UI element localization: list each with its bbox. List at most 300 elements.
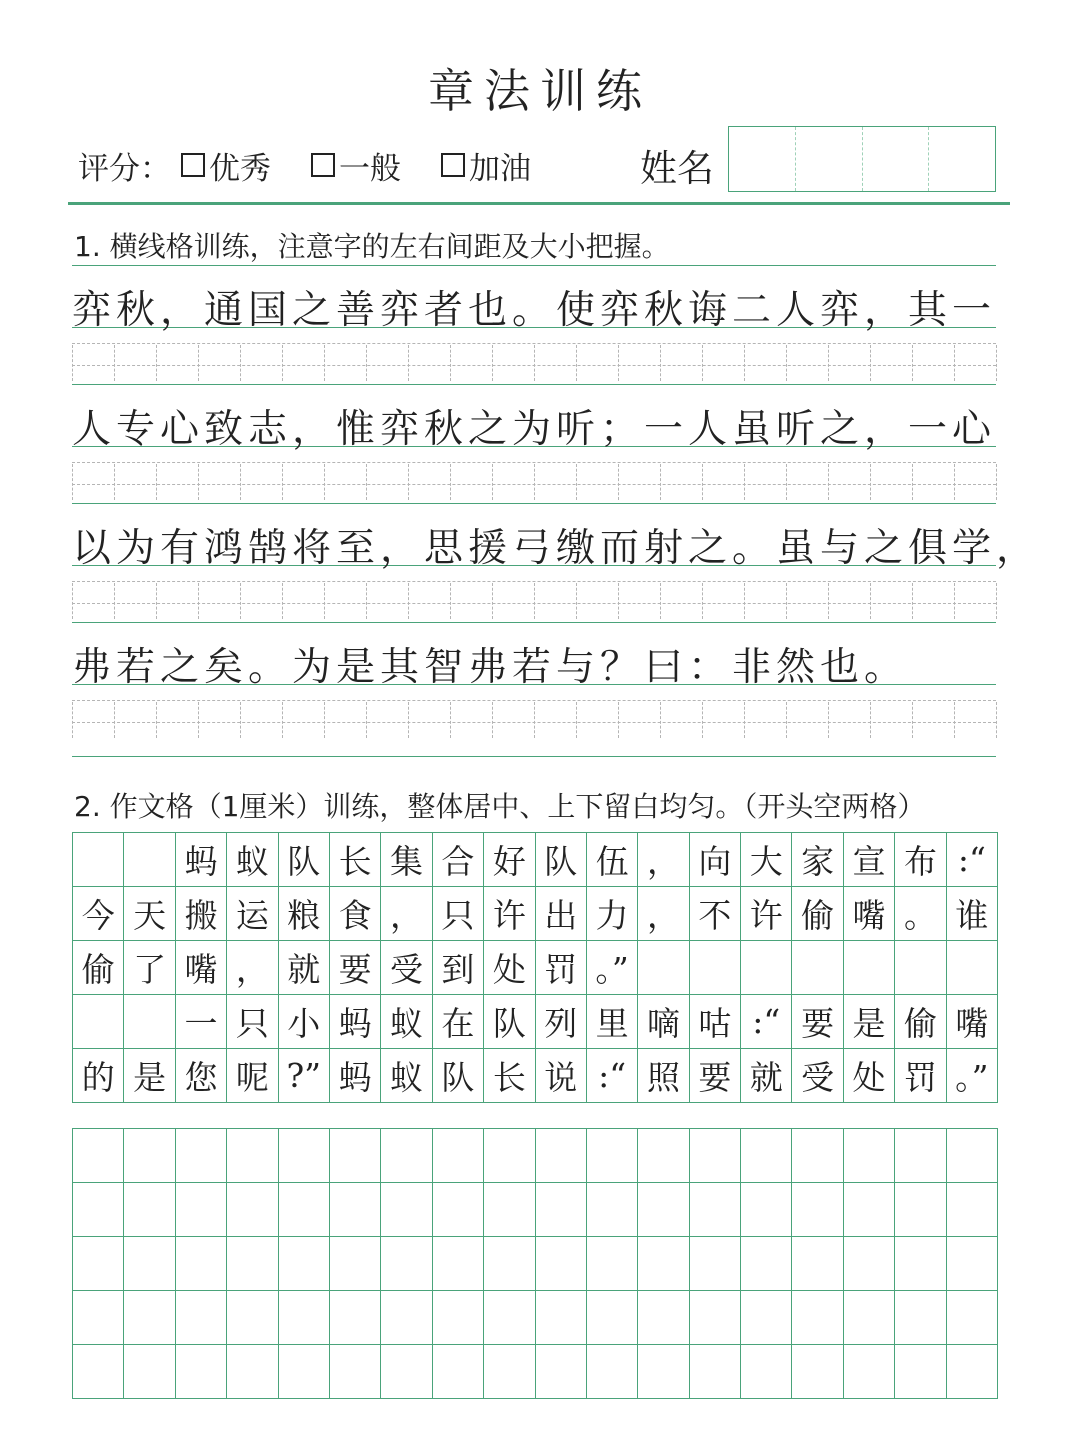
grid-cell: ， [638, 833, 689, 887]
rating-option-try-harder[interactable] [441, 143, 531, 188]
blank-grid-cell[interactable] [484, 1237, 535, 1291]
grid-row[interactable] [73, 1291, 998, 1345]
blank-grid-cell[interactable] [484, 1129, 535, 1183]
blank-grid-cell[interactable] [947, 1129, 998, 1183]
blank-grid-cell[interactable] [176, 1237, 227, 1291]
grid-cell: :“ [741, 995, 792, 1049]
grid-cell: 偷 [792, 887, 843, 941]
blank-grid-cell[interactable] [741, 1291, 792, 1345]
grid-cell: 嘀 [638, 995, 689, 1049]
dashed-guide-line [72, 700, 996, 701]
section1-title: 1. 横线格训练，注意字的左右间距及大小把握。 [74, 230, 670, 263]
grid-cell: 要 [330, 941, 381, 995]
grid-row [73, 995, 998, 1049]
blank-grid-cell[interactable] [330, 1345, 381, 1399]
dashed-divider [786, 702, 787, 738]
rating-label: 评分： [78, 150, 171, 187]
blank-grid-cell[interactable] [124, 1291, 175, 1345]
dashed-divider [702, 345, 703, 381]
blank-grid-cell[interactable] [690, 1129, 741, 1183]
dashed-divider [996, 345, 997, 381]
blank-grid-cell[interactable] [381, 1345, 432, 1399]
blank-grid-cell[interactable] [73, 1237, 124, 1291]
grid-row [73, 941, 998, 995]
dashed-divider [534, 345, 535, 381]
blank-grid-cell[interactable] [279, 1183, 330, 1237]
blank-grid-cell[interactable] [638, 1291, 689, 1345]
dashed-divider [576, 702, 577, 738]
blank-grid-cell[interactable] [690, 1183, 741, 1237]
rating-option-excellent[interactable] [181, 143, 271, 188]
dashed-divider [786, 464, 787, 500]
dashed-divider [828, 702, 829, 738]
blank-grid-cell[interactable] [536, 1183, 587, 1237]
dashed-divider [450, 702, 451, 738]
dashed-divider [114, 583, 115, 619]
practice-writing-row[interactable] [72, 464, 996, 500]
blank-grid-cell[interactable] [176, 1183, 227, 1237]
grid-cell: 队 [484, 995, 535, 1049]
dashed-divider [954, 464, 955, 500]
blank-grid-cell[interactable] [73, 1183, 124, 1237]
blank-grid-cell[interactable] [227, 1291, 278, 1345]
blank-grid-cell[interactable] [381, 1129, 432, 1183]
dashed-divider [912, 464, 913, 500]
grid-cell: ， [381, 887, 432, 941]
grid-cell: 要 [792, 995, 843, 1049]
dashed-divider [366, 464, 367, 500]
grid-cell [895, 941, 946, 995]
grid-cell: 偷 [73, 941, 124, 995]
grid-cell: 了 [124, 941, 175, 995]
blank-grid-cell[interactable] [433, 1129, 484, 1183]
blank-grid-cell[interactable] [587, 1291, 638, 1345]
grid-cell: 到 [433, 941, 484, 995]
dashed-divider [198, 583, 199, 619]
blank-grid-cell[interactable] [124, 1183, 175, 1237]
blank-grid-cell[interactable] [844, 1129, 895, 1183]
dashed-divider [114, 702, 115, 738]
grid-cell: 队 [536, 833, 587, 887]
blank-grid-cell[interactable] [176, 1345, 227, 1399]
grid-cell: 不 [690, 887, 741, 941]
rating-option-label: 优秀 [209, 150, 271, 187]
grid-row[interactable] [73, 1237, 998, 1291]
blank-grid-cell[interactable] [124, 1345, 175, 1399]
dashed-divider [912, 702, 913, 738]
dashed-divider [408, 345, 409, 381]
grid-cell: 伍 [587, 833, 638, 887]
grid-cell: 嘴 [176, 941, 227, 995]
dashed-divider [114, 464, 115, 500]
grid-cell: 受 [792, 1049, 843, 1103]
grid-cell: 就 [279, 941, 330, 995]
blank-grid-cell[interactable] [690, 1345, 741, 1399]
checkbox[interactable] [181, 153, 205, 177]
blank-grid-cell[interactable] [381, 1183, 432, 1237]
dashed-divider [828, 345, 829, 381]
blank-grid-cell[interactable] [690, 1237, 741, 1291]
blank-grid-cell[interactable] [844, 1237, 895, 1291]
grid-cell: 受 [381, 941, 432, 995]
grid-row[interactable] [73, 1183, 998, 1237]
dashed-divider [450, 464, 451, 500]
blank-grid-cell[interactable] [741, 1345, 792, 1399]
dashed-divider [282, 464, 283, 500]
dashed-divider [450, 345, 451, 381]
grid-cell: 只 [433, 887, 484, 941]
grid-cell: 只 [227, 995, 278, 1049]
dashed-divider [366, 583, 367, 619]
grid-row [73, 1049, 998, 1103]
grid-cell: 食 [330, 887, 381, 941]
blank-grid-cell[interactable] [330, 1237, 381, 1291]
dashed-guide-line [72, 462, 996, 463]
dashed-divider [156, 345, 157, 381]
grid-cell [124, 995, 175, 1049]
rating-option-label: 加油 [469, 150, 531, 187]
dashed-divider [240, 583, 241, 619]
grid-cell: 今 [73, 887, 124, 941]
blank-grid-cell[interactable] [279, 1291, 330, 1345]
blank-grid-cell[interactable] [587, 1183, 638, 1237]
dashed-divider [912, 583, 913, 619]
blank-grid-cell[interactable] [433, 1345, 484, 1399]
blank-grid-cell[interactable] [947, 1291, 998, 1345]
dashed-divider [702, 702, 703, 738]
blank-grid-cell[interactable] [536, 1291, 587, 1345]
grid-cell: 蚂 [330, 995, 381, 1049]
dashed-divider [198, 345, 199, 381]
blank-grid-cell[interactable] [227, 1345, 278, 1399]
blank-grid-cell[interactable] [124, 1129, 175, 1183]
grid-cell: 队 [433, 1049, 484, 1103]
grid-cell [741, 941, 792, 995]
name-cell[interactable] [729, 127, 796, 191]
grid-cell: 照 [638, 1049, 689, 1103]
guide-line [72, 756, 996, 757]
blank-grid-cell[interactable] [587, 1345, 638, 1399]
blank-grid-cell[interactable] [587, 1129, 638, 1183]
blank-grid-cell[interactable] [433, 1237, 484, 1291]
dashed-divider [408, 464, 409, 500]
grid-cell [792, 941, 843, 995]
practice-writing-row[interactable] [72, 583, 996, 619]
grid-cell: 罚 [895, 1049, 946, 1103]
blank-grid-cell[interactable] [741, 1129, 792, 1183]
checkbox[interactable] [311, 153, 335, 177]
grid-cell: 。 [895, 887, 946, 941]
grid-cell: 偷 [895, 995, 946, 1049]
dashed-divider [744, 464, 745, 500]
dashed-divider [954, 702, 955, 738]
grid-cell: 要 [690, 1049, 741, 1103]
blank-grid-cell[interactable] [484, 1291, 535, 1345]
grid-cell: 呢 [227, 1049, 278, 1103]
checkbox[interactable] [441, 153, 465, 177]
guide-line [72, 503, 996, 504]
composition-grid-example [72, 832, 998, 1103]
grid-cell: 天 [124, 887, 175, 941]
blank-grid-cell[interactable] [895, 1183, 946, 1237]
grid-row[interactable] [73, 1345, 998, 1399]
dashed-divider [492, 345, 493, 381]
grid-cell: 向 [690, 833, 741, 887]
grid-cell: 蚁 [227, 833, 278, 887]
dashed-divider [156, 464, 157, 500]
dashed-divider [72, 702, 73, 738]
practice-writing-row[interactable] [72, 345, 996, 381]
blank-grid-cell[interactable] [844, 1345, 895, 1399]
dashed-divider [72, 345, 73, 381]
dashed-divider [366, 345, 367, 381]
dashed-guide-line [72, 581, 996, 582]
rating-option-average[interactable] [311, 143, 401, 188]
grid-cell: 罚 [536, 941, 587, 995]
blank-grid-cell[interactable] [381, 1291, 432, 1345]
blank-grid-cell[interactable] [792, 1345, 843, 1399]
grid-cell: 处 [484, 941, 535, 995]
blank-grid-cell[interactable] [536, 1345, 587, 1399]
grid-cell: 嘴 [844, 887, 895, 941]
blank-grid-cell[interactable] [227, 1237, 278, 1291]
blank-grid-cell[interactable] [433, 1291, 484, 1345]
grid-cell [73, 833, 124, 887]
grid-cell: 搬 [176, 887, 227, 941]
dashed-divider [618, 583, 619, 619]
dashed-divider [576, 345, 577, 381]
blank-grid-cell[interactable] [947, 1345, 998, 1399]
header-divider [68, 202, 1010, 205]
dashed-divider [492, 464, 493, 500]
dashed-divider [324, 702, 325, 738]
blank-grid-cell[interactable] [792, 1237, 843, 1291]
blank-grid-cell[interactable] [792, 1291, 843, 1345]
blank-grid-cell[interactable] [433, 1183, 484, 1237]
blank-grid-cell[interactable] [947, 1183, 998, 1237]
grid-cell: 一 [176, 995, 227, 1049]
dashed-divider [912, 345, 913, 381]
grid-cell: 。” [947, 1049, 998, 1103]
blank-grid-cell[interactable] [587, 1237, 638, 1291]
dashed-divider [408, 702, 409, 738]
dashed-divider [450, 583, 451, 619]
dashed-divider [240, 702, 241, 738]
dashed-divider [870, 583, 871, 619]
dashed-divider [114, 345, 115, 381]
dashed-divider [870, 464, 871, 500]
dashed-divider [282, 702, 283, 738]
blank-grid-cell[interactable] [895, 1129, 946, 1183]
blank-grid-cell[interactable] [638, 1129, 689, 1183]
name-cell[interactable] [863, 127, 930, 191]
dashed-divider [324, 583, 325, 619]
blank-grid-cell[interactable] [638, 1345, 689, 1399]
dashed-divider [660, 464, 661, 500]
grid-cell: 蚁 [381, 1049, 432, 1103]
dashed-divider [954, 583, 955, 619]
composition-grid-blank[interactable] [72, 1128, 998, 1399]
grid-cell: 布 [895, 833, 946, 887]
blank-grid-cell[interactable] [484, 1183, 535, 1237]
grid-row[interactable] [73, 1129, 998, 1183]
grid-cell: 里 [587, 995, 638, 1049]
dashed-divider [618, 345, 619, 381]
blank-grid-cell[interactable] [227, 1129, 278, 1183]
blank-grid-cell[interactable] [844, 1183, 895, 1237]
blank-grid-cell[interactable] [279, 1237, 330, 1291]
name-cell[interactable] [929, 127, 995, 191]
grid-cell: 说 [536, 1049, 587, 1103]
grid-cell: ， [227, 941, 278, 995]
dashed-divider [324, 345, 325, 381]
guide-line [72, 265, 996, 266]
grid-cell: :“ [947, 833, 998, 887]
dashed-divider [828, 464, 829, 500]
dashed-divider [660, 702, 661, 738]
grid-cell [73, 995, 124, 1049]
blank-grid-cell[interactable] [792, 1183, 843, 1237]
grid-cell: 是 [124, 1049, 175, 1103]
blank-grid-cell[interactable] [741, 1237, 792, 1291]
blank-grid-cell[interactable] [895, 1237, 946, 1291]
blank-grid-cell[interactable] [176, 1291, 227, 1345]
dashed-divider [786, 345, 787, 381]
dashed-divider [744, 345, 745, 381]
blank-grid-cell[interactable] [73, 1345, 124, 1399]
dashed-divider [198, 702, 199, 738]
page-title: 章法训练 [428, 64, 652, 118]
dashed-divider [954, 345, 955, 381]
practice-text-line: 弈秋，通国之善弈者也。使弈秋诲二人弈，其一 [72, 288, 997, 333]
dashed-divider [702, 583, 703, 619]
grid-cell: 好 [484, 833, 535, 887]
grid-cell: 您 [176, 1049, 227, 1103]
grid-cell: 在 [433, 995, 484, 1049]
blank-grid-cell[interactable] [638, 1237, 689, 1291]
grid-cell: ， [638, 887, 689, 941]
dashed-divider [534, 583, 535, 619]
grid-cell: 小 [279, 995, 330, 1049]
grid-cell: 长 [484, 1049, 535, 1103]
grid-cell: 处 [844, 1049, 895, 1103]
blank-grid-cell[interactable] [741, 1183, 792, 1237]
blank-grid-cell[interactable] [895, 1345, 946, 1399]
grid-cell: 。” [587, 941, 638, 995]
dashed-divider [828, 583, 829, 619]
blank-grid-cell[interactable] [73, 1129, 124, 1183]
dashed-divider [660, 583, 661, 619]
dashed-divider [156, 583, 157, 619]
blank-grid-cell[interactable] [536, 1129, 587, 1183]
dashed-divider [870, 345, 871, 381]
grid-row [73, 833, 998, 887]
practice-writing-row[interactable] [72, 702, 996, 738]
dashed-divider [618, 702, 619, 738]
dashed-divider [492, 583, 493, 619]
grid-cell: 粮 [279, 887, 330, 941]
grid-cell [638, 941, 689, 995]
grid-cell: 运 [227, 887, 278, 941]
blank-grid-cell[interactable] [690, 1291, 741, 1345]
dashed-divider [492, 702, 493, 738]
blank-grid-cell[interactable] [330, 1291, 381, 1345]
grid-cell: 合 [433, 833, 484, 887]
guide-line [72, 384, 996, 385]
dashed-divider [870, 702, 871, 738]
dashed-divider [366, 702, 367, 738]
dashed-divider [534, 702, 535, 738]
grid-cell: 许 [484, 887, 535, 941]
grid-cell: 谁 [947, 887, 998, 941]
blank-grid-cell[interactable] [947, 1237, 998, 1291]
blank-grid-cell[interactable] [536, 1237, 587, 1291]
blank-grid-cell[interactable] [381, 1237, 432, 1291]
dashed-divider [744, 702, 745, 738]
practice-text-line: 以为有鸿鹄将至，思援弓缴而射之。虽与之俱学， [72, 526, 1041, 571]
grid-cell: 咕 [690, 995, 741, 1049]
grid-cell [844, 941, 895, 995]
name-input-grid[interactable] [728, 126, 996, 192]
grid-cell: 列 [536, 995, 587, 1049]
dashed-divider [282, 345, 283, 381]
dashed-divider [156, 702, 157, 738]
grid-cell: 出 [536, 887, 587, 941]
blank-grid-cell[interactable] [176, 1129, 227, 1183]
grid-cell: 许 [741, 887, 792, 941]
grid-row [73, 887, 998, 941]
dashed-divider [534, 464, 535, 500]
grid-cell [947, 941, 998, 995]
dashed-divider [408, 583, 409, 619]
dashed-divider [702, 464, 703, 500]
dashed-divider [240, 464, 241, 500]
grid-cell: 力 [587, 887, 638, 941]
dashed-divider [618, 464, 619, 500]
blank-grid-cell[interactable] [279, 1345, 330, 1399]
dashed-divider [576, 583, 577, 619]
blank-grid-cell[interactable] [124, 1237, 175, 1291]
dashed-divider [996, 702, 997, 738]
grid-cell: 的 [73, 1049, 124, 1103]
grid-cell: 长 [330, 833, 381, 887]
blank-grid-cell[interactable] [73, 1291, 124, 1345]
section2-title: 2. 作文格（1厘米）训练，整体居中、上下留白均匀。（开头空两格） [74, 790, 926, 823]
grid-cell: 嘴 [947, 995, 998, 1049]
blank-grid-cell[interactable] [279, 1129, 330, 1183]
grid-cell: 宣 [844, 833, 895, 887]
name-label: 姓名 [640, 147, 714, 190]
blank-grid-cell[interactable] [638, 1183, 689, 1237]
grid-cell: 蚂 [330, 1049, 381, 1103]
blank-grid-cell[interactable] [844, 1291, 895, 1345]
blank-grid-cell[interactable] [227, 1183, 278, 1237]
blank-grid-cell[interactable] [895, 1291, 946, 1345]
name-cell[interactable] [796, 127, 863, 191]
blank-grid-cell[interactable] [330, 1129, 381, 1183]
dashed-divider [996, 583, 997, 619]
grid-cell: 集 [381, 833, 432, 887]
blank-grid-cell[interactable] [484, 1345, 535, 1399]
blank-grid-cell[interactable] [330, 1183, 381, 1237]
practice-text-line: 弗若之矣。为是其智弗若与？曰：非然也。 [72, 645, 909, 690]
blank-grid-cell[interactable] [792, 1129, 843, 1183]
grid-cell: ?” [279, 1049, 330, 1103]
grid-cell: :“ [587, 1049, 638, 1103]
grid-cell [690, 941, 741, 995]
rating-row [78, 140, 571, 190]
grid-cell: 家 [792, 833, 843, 887]
